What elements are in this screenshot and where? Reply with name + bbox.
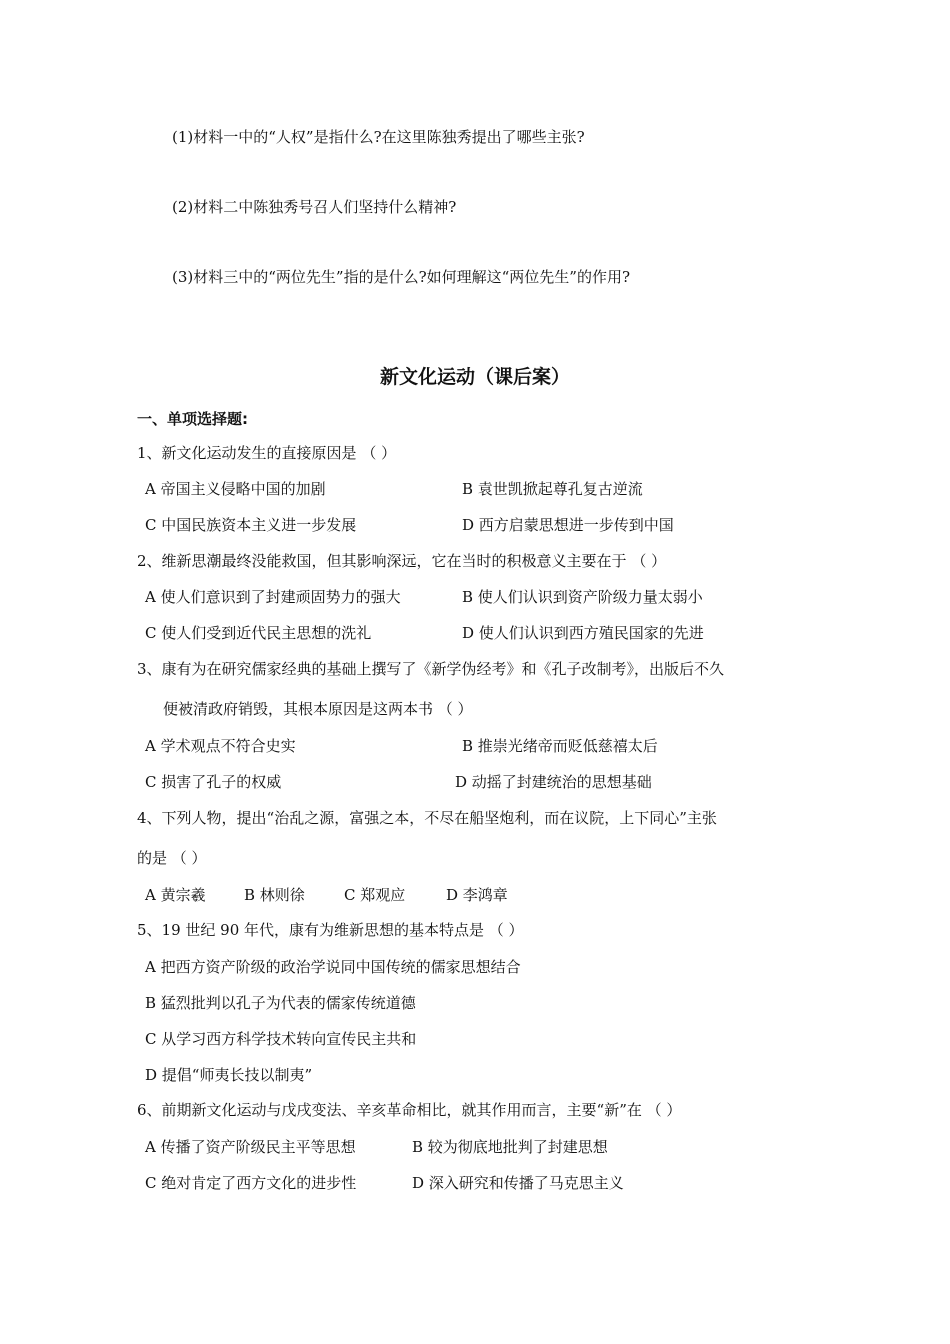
question-2-option-c: C 使人们受到近代民主思想的洗礼 [145, 624, 372, 642]
page-title: 新文化运动（课后案） [379, 366, 570, 388]
question-1-option-d: D 西方启蒙思想进一步传到中国 [462, 516, 674, 534]
question-3-stem-cont: 便被清政府销毁，其根本原因是这两本书 （ ） [163, 700, 473, 718]
question-6-option-c: C 绝对肯定了西方文化的进步性 [145, 1174, 357, 1192]
question-1-stem: 1、新文化运动发生的直接原因是 （ ） [137, 444, 397, 462]
question-4-option-a: A 黄宗羲 [145, 886, 206, 904]
question-3-option-c: C 损害了孔子的权威 [145, 773, 282, 791]
question-1-option-a: A 帝国主义侵略中国的加剧 [145, 480, 326, 498]
question-3-option-d: D 动摇了封建统治的思想基础 [455, 773, 652, 791]
question-1-option-b: B 袁世凯掀起尊孔复古逆流 [462, 480, 643, 498]
question-2-stem: 2、维新思潮最终没能救国，但其影响深远，它在当时的积极意义主要在于 （ ） [137, 552, 667, 570]
question-2-option-b: B 使人们认识到资产阶级力量太弱小 [462, 588, 703, 606]
question-4-option-b: B 林则徐 [244, 886, 305, 904]
section-heading: 一、单项选择题: [137, 410, 248, 428]
question-6-option-a: A 传播了资产阶级民主平等思想 [145, 1138, 356, 1156]
material-question-1: (1)材料一中的“人权”是指什么?在这里陈独秀提出了哪些主张? [172, 128, 585, 146]
question-2-option-a: A 使人们意识到了封建顽固势力的强大 [145, 588, 401, 606]
material-question-2: (2)材料二中陈独秀号召人们坚持什么精神? [172, 198, 457, 216]
question-6-stem: 6、前期新文化运动与戊戌变法、辛亥革命相比，就其作用而言，主要“新”在 （ ） [137, 1101, 682, 1119]
question-5-option-d: D 提倡“师夷长技以制夷” [145, 1066, 313, 1084]
question-5-option-b: B 猛烈批判以孔子为代表的儒家传统道德 [145, 994, 416, 1012]
question-4-stem-cont: 的是 （ ） [137, 849, 207, 867]
question-4-option-c: C 郑观应 [344, 886, 406, 904]
question-3-option-b: B 推崇光绪帝而贬低慈禧太后 [462, 737, 658, 755]
question-5-option-a: A 把西方资产阶级的政治学说同中国传统的儒家思想结合 [145, 958, 521, 976]
question-6-option-b: B 较为彻底地批判了封建思想 [412, 1138, 608, 1156]
question-6-option-d: D 深入研究和传播了马克思主义 [412, 1174, 624, 1192]
question-4-option-d: D 李鸿章 [446, 886, 508, 904]
question-1-option-c: C 中国民族资本主义进一步发展 [145, 516, 357, 534]
question-3-stem: 3、康有为在研究儒家经典的基础上撰写了《新学伪经考》和《孔子改制考》，出版后不久 [137, 660, 725, 678]
question-5-option-c: C 从学习西方科学技术转向宣传民主共和 [145, 1030, 417, 1048]
question-5-stem: 5、19 世纪 90 年代，康有为维新思想的基本特点是 （ ） [137, 921, 524, 939]
question-2-option-d: D 使人们认识到西方殖民国家的先进 [462, 624, 704, 642]
question-4-stem: 4、下列人物，提出“治乱之源，富强之本，不尽在船坚炮利，而在议院，上下同心”主张 [137, 809, 717, 827]
question-3-option-a: A 学术观点不符合史实 [145, 737, 296, 755]
material-question-3: (3)材料三中的“两位先生”指的是什么?如何理解这“两位先生”的作用? [172, 268, 631, 286]
